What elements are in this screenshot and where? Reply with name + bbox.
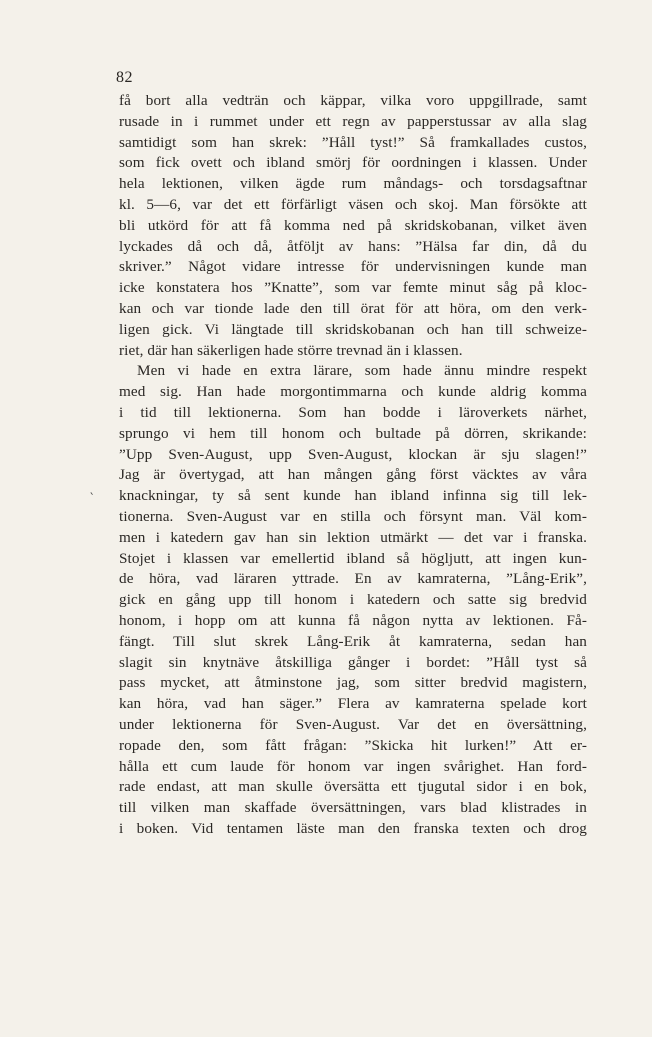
text-line: pass mycket, att åtminstone jag, som sitter bredvid magistern, (119, 674, 587, 692)
body-text (119, 91, 587, 840)
margin-mark: ‵ (90, 492, 94, 507)
text-line: samtidigt som han skrek: ”Håll tyst!” Så framkallades custos, (119, 133, 587, 151)
text-line: hålla ett cum laude för honom var ingen svårighet. Han ford- (119, 757, 587, 775)
text-line: bli utkörd för att få komma ned på skridskobanan, vilket även (119, 216, 587, 234)
text-line: hela lektionen, vilken ägde rum måndags- och torsdagsaftnar (119, 175, 587, 193)
text-line: ropade den, som fått frågan: ”Skicka hit lurken!” Att er- (119, 736, 587, 754)
text-line: honom, i hopp om att kunna få någon nytta av lektionen. Få- (119, 611, 587, 629)
text-line: i boken. Vid tentamen läste man den franska texten och drog (119, 819, 587, 837)
text-line: ligen gick. Vi längtade till skridskobanan och han till schweize- (119, 320, 587, 338)
text-line: sprungo vi hem till honom och bultade på dörren, skrikande: (119, 424, 587, 442)
text-line: Stojet i klassen var emellertid ibland så högljutt, att ingen kun- (119, 549, 587, 567)
page-number: 82 (116, 69, 133, 86)
text-line: till vilken man skaffade översättningen, vars blad klistrades in (119, 799, 587, 817)
text-line: men i katedern gav han sin lektion utmärkt — det var i franska. (119, 528, 587, 546)
text-line: fängt. Till slut skrek Lång-Erik åt kamraterna, sedan han (119, 632, 587, 650)
text-line: under lektionerna för Sven-August. Var det en översättning, (119, 715, 587, 733)
text-line: få bort alla vedträn och käppar, vilka voro uppgillrade, samt (119, 92, 587, 109)
text-line: riet, där han säkerligen hade större trevnad än i klassen. (119, 341, 463, 359)
text-line: skriver.” Något vidare intresse för undervisningen kunde man (119, 258, 587, 276)
text-line: icke konstatera hos ”Knatte”, som var femte minut såg på kloc- (119, 279, 587, 297)
text-line: ”Upp Sven-August, upp Sven-August, klockan är sju slagen!” (119, 445, 587, 463)
text-line: med sig. Han hade morgontimmarna och kunde aldrig komma (119, 383, 587, 401)
text-line: slagit sin knytnäve åtskilliga gånger i bordet: ”Håll tyst så (119, 653, 587, 671)
text-line: kan höra, vad han säger.” Flera av kamraterna spelade kort (119, 695, 587, 713)
text-line: gick en gång upp till honom i katedern och satte sig bredvid (119, 591, 587, 609)
text-line: rade endast, att man skulle översätta ett tjugutal sidor i en bok, (119, 778, 587, 796)
text-line: lyckades då och då, åtföljt av hans: ”Hälsa far din, då du (119, 237, 587, 255)
text-line: tionerna. Sven-August var en stilla och försynt man. Väl kom- (119, 507, 587, 525)
text-line: i tid till lektionerna. Som han bodde i läroverkets närhet, (119, 403, 587, 421)
text-line: som fick ovett och ibland smörj för oordningen i klassen. Under (119, 154, 587, 172)
text-line: Men vi hade en extra lärare, som hade ännu mindre respekt (137, 362, 587, 380)
text-line: kl. 5—6, var det ett förfärligt väsen och skoj. Man försökte att (119, 195, 587, 213)
text-line: Jag är övertygad, att han mången gång först väcktes av våra (119, 466, 587, 484)
text-line: kan och var tionde lade den till örat för att höra, om den verk- (119, 299, 587, 317)
text-line: knackningar, ty så sent kunde han ibland infinna sig till lek- (119, 487, 587, 505)
text-line: de höra, vad läraren yttrade. En av kamraterna, ”Lång-Erik”, (119, 570, 587, 588)
text-line: rusade in i rummet under ett regn av papperstussar av alla slag (119, 112, 587, 130)
